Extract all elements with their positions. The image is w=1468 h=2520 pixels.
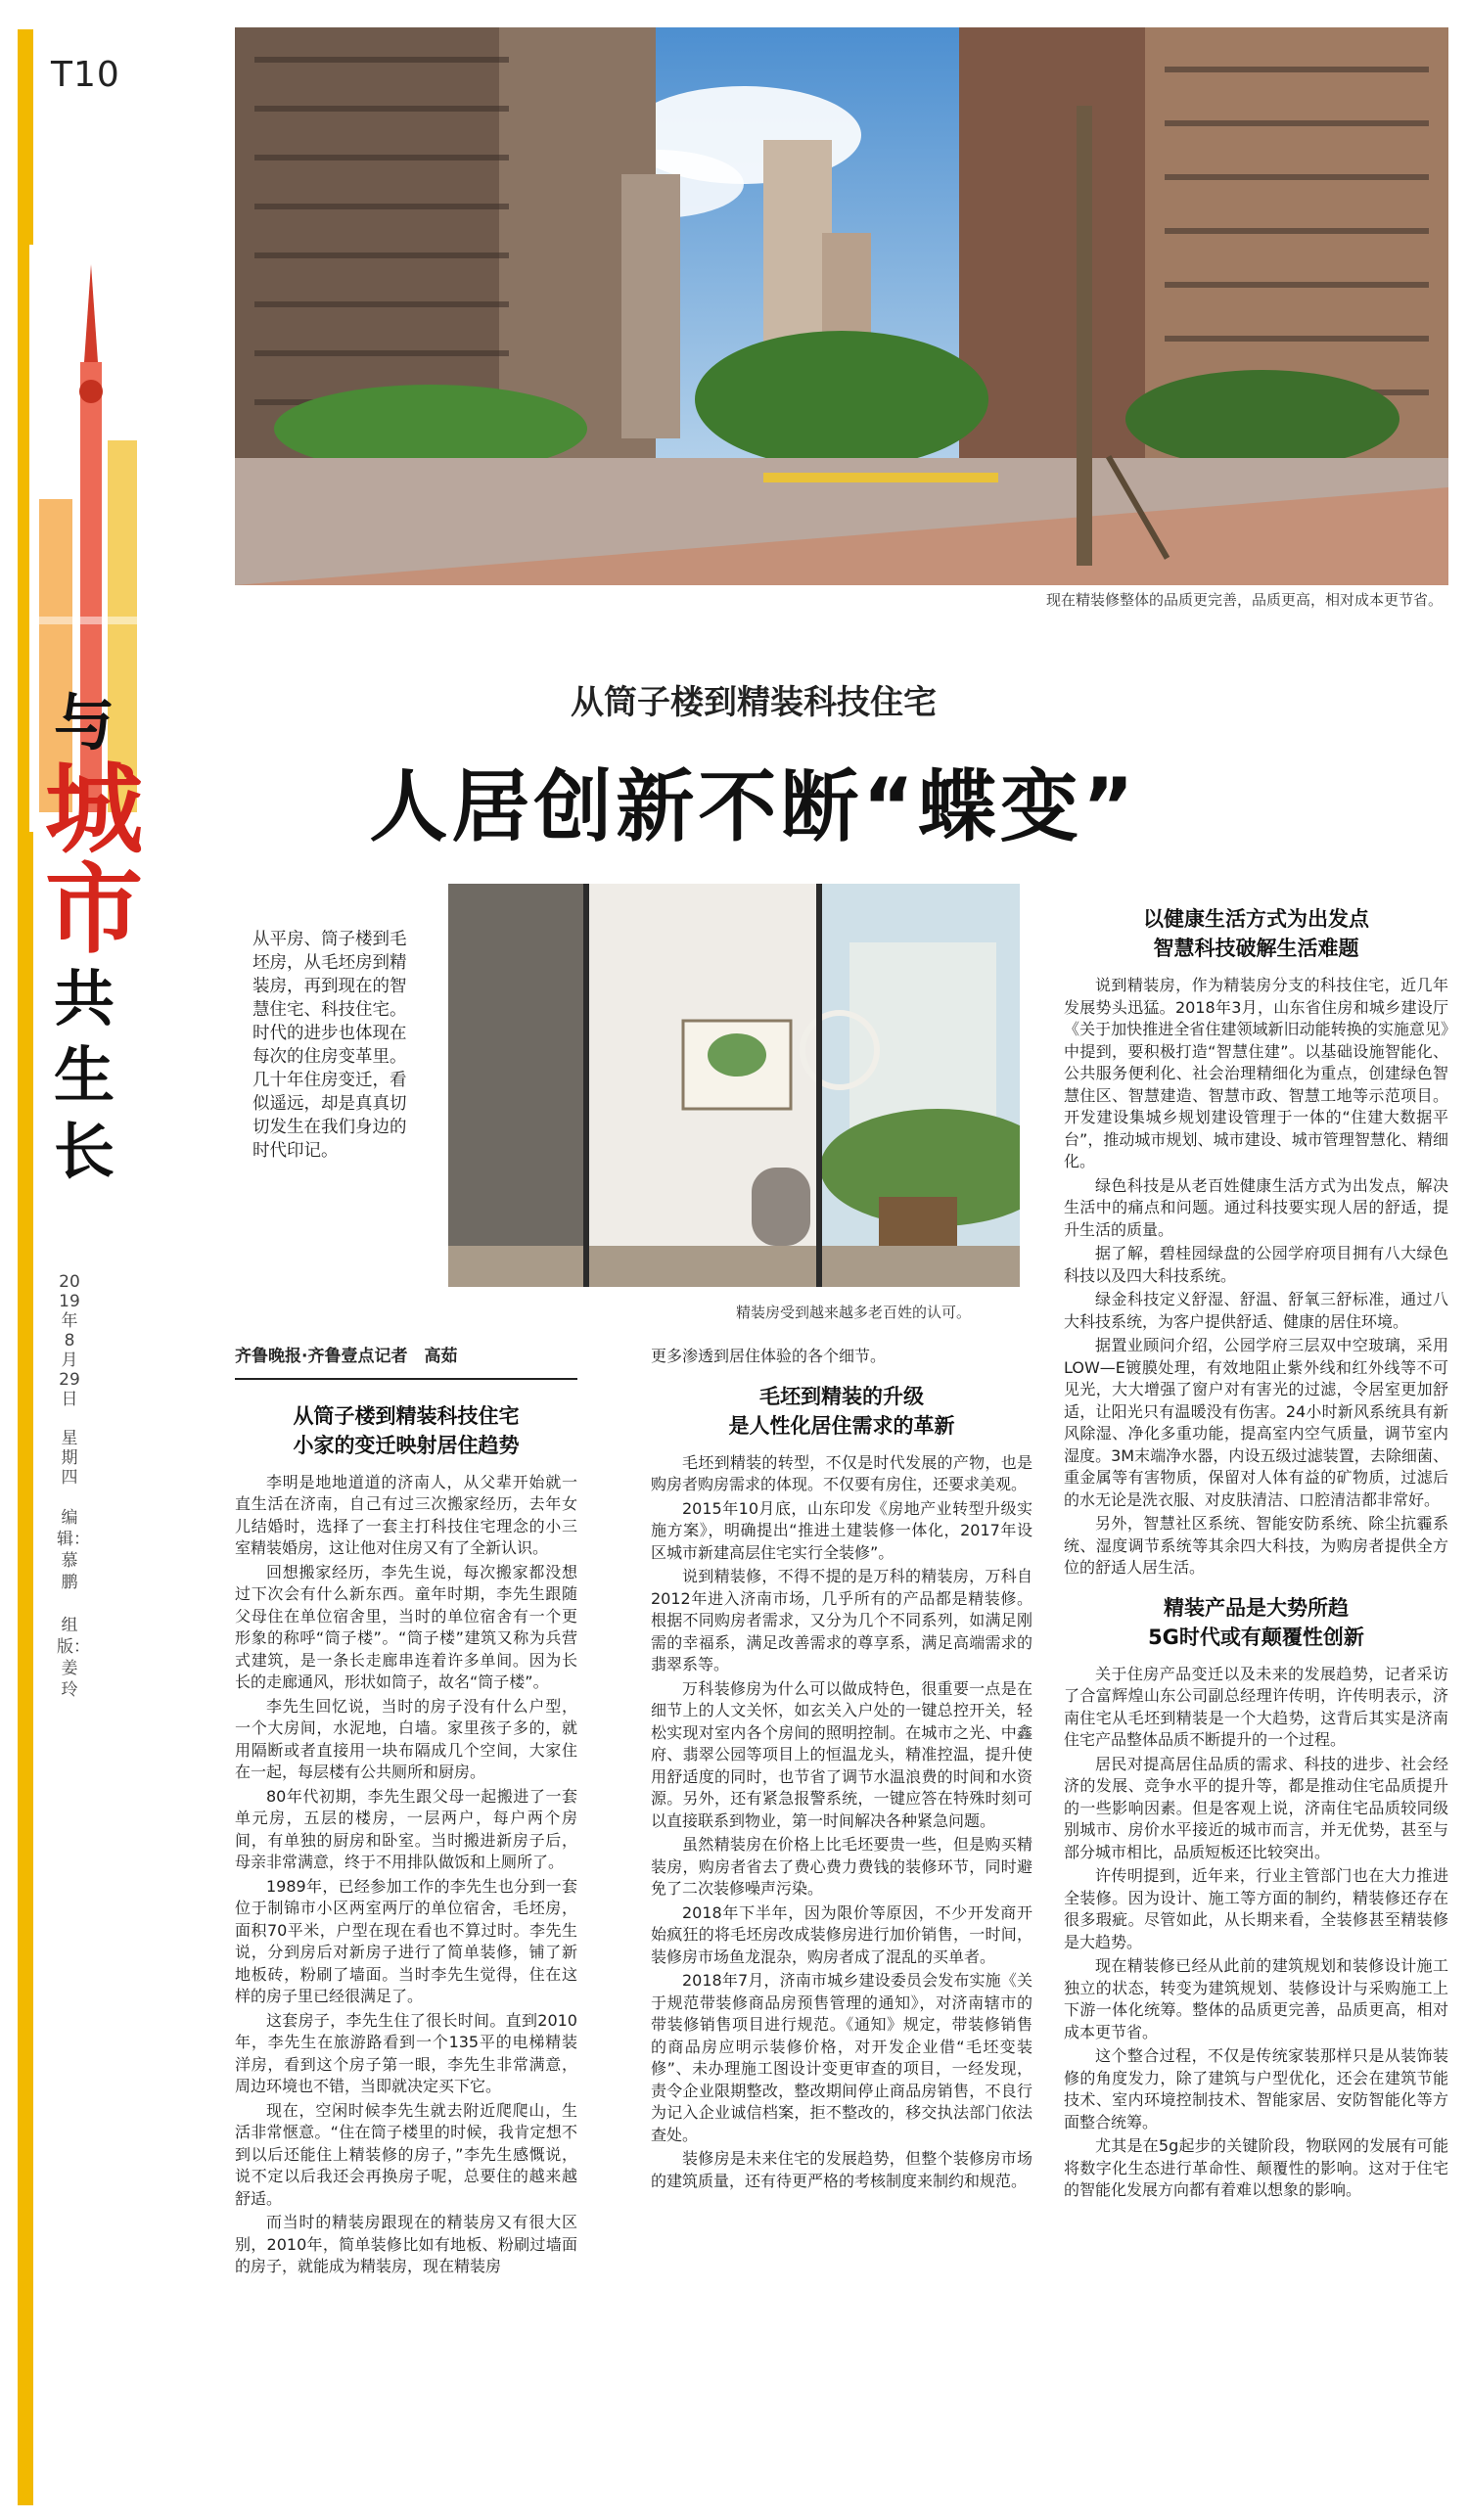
section-heading-4 [1064, 1593, 1448, 1652]
section-heading-1 [235, 1401, 577, 1460]
top-photo-caption: 现在精装修整体的品质更完善，品质更高，相对成本更节省。 [1045, 591, 1443, 609]
weekday-text: 星期四 [61, 1429, 78, 1488]
paragraph: 许传明提到，近年来，行业主管部门也在大力推进全装修。因为设计、施工等方面的制约，精装修还存在很多瑕疵。尽管如此，从长期来看，全装修甚至精装修是大趋势。 [1064, 1866, 1448, 1951]
section-heading-2-line-2: 是人性化居住需求的革新 [728, 1413, 955, 1438]
paragraph: 据置业顾问介绍，公园学府三层双中空玻璃，采用LOW—E镀膜处理，有效地阻止紫外线和红外线等不可见光，大大增强了窗户对有害光的过滤，令居室更加舒适，让阳光只有温暖没有伤害。24小时新风系统具有新风除湿、净化多重功能，提高室内空气质量，调节室内湿度。3M末端净水器，内设五级过滤装置，去除细菌、重金属等有害物质，保留对人体有益的矿物质，过滤后的水无论是洗衣服、对皮肤清洁、口腔清洁都非常好。 [1064, 1336, 1448, 1509]
date-text: 2019年8月29日 [59, 1272, 80, 1409]
paragraph: 绿色科技是从老百姓健康生活方式为出发点，解决生活中的痛点和问题。通过科技要实现人居的舒适，提升生活的质量。 [1064, 1175, 1448, 1239]
page-number: T10 [51, 55, 120, 95]
section-heading-1-line-2: 小家的变迁映射居住趋势 [293, 1433, 520, 1457]
paragraph: 这个整合过程，不仅是传统家装那样只是从装饰装修的角度发力，除了建筑与户型优化，还会在建筑节能技术、室内环境控制技术、智能家居、安防智能化等方面整合统筹。 [1064, 2046, 1448, 2131]
editor-credit: 编辑：慕鹏 [57, 1508, 90, 1592]
column-title [45, 685, 143, 1190]
kicker-headline: 从筒子楼到精装科技住宅 [571, 683, 937, 722]
balcony-interior-image [448, 884, 1020, 1287]
layout-credit: 组版：姜玲 [57, 1616, 90, 1700]
paragraph: 李明是地地道道的济南人，从父辈开始就一直生活在济南，自己有过三次搬家经历，去年女儿结婚时，选择了一套主打科技住宅理念的小三室精装婚房，这让他对住房又有了全新认识。 [235, 1472, 577, 1557]
section-heading-2 [651, 1382, 1032, 1441]
paragraph: 2018年7月，济南市城乡建设委员会发布实施《关于规范带装修商品房预售管理的通知》，对济南辖市的带装修销售项目进行规范。《通知》规定，带装修销售的商品房应明示装修价格，对开发企业借“毛坯变装修”、未办理施工图设计变更审查的项目，一经发现，责令企业限期整改，整改期间停止商品房销售，不良行为记入企业诚信档案，拒不整改的，移交执法部门依法查处。 [651, 1971, 1032, 2144]
paragraph: 现在精装修已经从此前的建筑规划和装修设计施工独立的状态，转变为建筑规划、装修设计与采购施工上下游一体化统筹。整体的品质更完善，品质更高，相对成本更节省。 [1064, 1956, 1448, 2041]
column-title-post: 共生长 [53, 963, 115, 1187]
paragraph: 另外，智慧社区系统、智能安防系统、除尘抗霾系统、湿度调节系统等其余四大科技，为购房者提供全方位的舒适人居生活。 [1064, 1514, 1448, 1577]
section-heading-2-line-1: 毛坯到精装的升级 [759, 1384, 924, 1408]
section-heading-1-line-1: 从筒子楼到精装科技住宅 [293, 1403, 520, 1428]
column-title-red: 城市 [45, 753, 143, 967]
paragraph: 说到精装修，不得不提的是万科的精装房，万科自2012年进入济南市场，几乎所有的产品都是精装修。根据不同购房者需求，又分为几个不同系列，如满足刚需的幸福系，满足改善需求的尊享系，满足高端需求的翡翠系等。 [651, 1567, 1032, 1673]
section-heading-3-line-2: 智慧科技破解生活难题 [1153, 937, 1359, 960]
section-heading-4-line-2: 5G时代或有颠覆性创新 [1148, 1625, 1364, 1649]
residential-towers-image [235, 27, 1448, 585]
staff-credits [57, 1507, 90, 1701]
paragraph: 这套房子，李先生住了很长时间。直到2010年，李先生在旅游路看到一个135平的电梯精装洋房，看到这个房子第一眼，李先生非常满意，周边环境也不错，当即就决定买下它。 [235, 2010, 577, 2095]
article-column-3 [1064, 891, 1448, 2204]
paragraph: 现在，空闲时候李先生就去附近爬爬山，生活非常惬意。“住在筒子楼里的时候，我肯定想不到以后还能住上精装修的房子，”李先生感慨说，说不定以后我还会再换房子呢，总要住的越来越舒适。 [235, 2100, 577, 2208]
column-spine [0, 0, 227, 2520]
paragraph: 回想搬家经历，李先生说，每次搬家都没想过下次会有什么新东西。童年时期，李先生跟随父母住在单位宿舍里，当时的单位宿舍有一个更形象的称呼“筒子楼”。“筒子楼”建筑又称为兵营式建筑，是一条长走廊串连着许多单间。因为长长的走廊通风，形状如筒子，故名“筒子楼”。 [235, 1562, 577, 1691]
section-heading-3-line-1: 以健康生活方式为出发点 [1143, 907, 1369, 931]
paragraph: 而当时的精装房跟现在的精装房又有很大区别，2010年，简单装修比如有地板、粉刷过墙面的房子，就能成为精装房，现在精装房 [235, 2213, 577, 2275]
paragraph: 2018年下半年，因为限价等原因，不少开发商开始疯狂的将毛坯房改成装修房进行加价销售，一时间，装修房市场鱼龙混杂，购房者成了混乱的买单者。 [651, 1902, 1032, 1966]
byline: 齐鲁晚报·齐鲁壹点记者 高茹 [235, 1346, 577, 1380]
article-column-2 [651, 1346, 1032, 2194]
paragraph: 毛坯到精装的转型，不仅是时代发展的产物，也是购房者购房需求的体现。不仅要有房住，还要求美观。 [651, 1452, 1032, 1493]
column-title-pre: 与 [53, 687, 115, 758]
article-column-1 [235, 1346, 577, 2280]
paragraph: 虽然精装房在价格上比毛坯要贵一些，但是购买精装房，购房者省去了费心费力费钱的装修环节，同时避免了二次装修噪声污染。 [651, 1835, 1032, 1898]
section-heading-4-line-1: 精装产品是大势所趋 [1164, 1595, 1349, 1620]
paragraph: 1989年，已经参加工作的李先生也分到一套位于制锦市小区两室两厅的单位宿舍，毛坯房，面积70平米，户型在现在看也不算过时。李先生说，分到房后对新房子进行了简单装修，铺了新地板砖，粉刷了墙面。当时李先生觉得，住在这样的房子里已经很满足了。 [235, 1876, 577, 2005]
middle-photo [448, 884, 1020, 1287]
paragraph: 绿金科技定义舒湿、舒温、舒氧三舒标准，通过八大科技系统，为客户提供舒适、健康的居住环境。 [1064, 1290, 1448, 1331]
paragraph: 尤其是在5g起步的关键阶段，物联网的发展有可能将数字化生态进行革命性、颠覆性的影响。这对于住宅的智能化发展方向都有着难以想象的影响。 [1064, 2136, 1448, 2199]
top-photo [235, 27, 1448, 585]
paragraph: 据了解，碧桂园绿盘的公园学府项目拥有八大绿色科技以及四大科技系统。 [1064, 1244, 1448, 1285]
paragraph: 2015年10月底，山东印发《房地产业转型升级实施方案》，明确提出“推进土建装修一体化，2017年设区城市新建高层住宅实行全装修”。 [651, 1498, 1032, 1562]
paragraph: 装修房是未来住宅的发展趋势，但整个装修房市场的建筑质量，还有待更严格的考核制度来制约和规范。 [651, 2149, 1032, 2190]
middle-photo-caption: 精装房受到越来越多老百姓的认可。 [736, 1304, 972, 1321]
intro-blurb: 从平房、筒子楼到毛坯房，从毛坯房到精装房，再到现在的智慧住宅、科技住宅。时代的进步也体现在每次的住房变革里。几十年住房变迁，看似遥远，却是真真切切发生在我们身边的时代印记。 [252, 930, 407, 1161]
paragraph: 万科装修房为什么可以做成特色，很重要一点是在细节上的人文关怀，如玄关入户处的一键总控开关，轻松实现对室内各个房间的照明控制。在城市之光、中鑫府、翡翠公园等项目上的恒温龙头，精准控温，提升使用舒适度的同时，也节省了调节水温浪费的时间和水资源。另外，还有紧急报警系统，一键应答在特殊时刻可以直接联系到物业，第一时间解决各种紧急问题。 [651, 1678, 1032, 1830]
paragraph: 李先生回忆说，当时的房子没有什么户型，一个大房间，水泥地，白墙。家里孩子多的，就用隔断或者直接用一块布隔成几个空间，大家住在一起，每层楼有公共厕所和厨房。 [235, 1696, 577, 1781]
paragraph: 80年代初期，李先生跟父母一起搬进了一套单元房，五层的楼房，一层两户，每户两个房间，有单独的厨房和卧室。当时搬进新房子后，母亲非常满意，终于不用排队做饭和上厕所了。 [235, 1786, 577, 1871]
paragraph: 说到精装房，作为精装房分支的科技住宅，近几年发展势头迅猛。2018年3月，山东省住房和城乡建设厅《关于加快推进全省住建领域新旧动能转换的实施意见》中提到，要积极打造“智慧住建”。以基础设施智能化、公共服务便利化、社会治理精细化为重点，创建绿色智慧住区、智慧建造、智慧市政、智慧工地等示范项目。开发建设集城乡规划建设管理于一体的“住建大数据平台”，推动城市规划、城市建设、城市管理智慧化、精细化。 [1064, 976, 1448, 1170]
paragraph: 关于住房产品变迁以及未来的发展趋势，记者采访了合富辉煌山东公司副总经理许传明，许传明表示，济南住宅从毛坯到精装是一个大趋势，这背后其实是济南住宅产品整体品质不断提升的一个过程。 [1064, 1664, 1448, 1749]
main-headline: 人居创新不断“蝶变” [369, 761, 1138, 852]
section-heading-3 [1064, 904, 1448, 963]
issue-date [57, 1272, 82, 1488]
continued-paragraph: 更多渗透到居住体验的各个细节。 [651, 1347, 887, 1365]
paragraph: 居民对提高居住品质的需求、科技的进步、社会经济的发展、竞争水平的提升等，都是推动住宅品质提升的一些影响因素。但是客观上说，济南住宅品质较同级别城市、房价水平接近的城市而言，并无优势，甚至与部分城市相比，品质短板还比较突出。 [1064, 1754, 1448, 1861]
